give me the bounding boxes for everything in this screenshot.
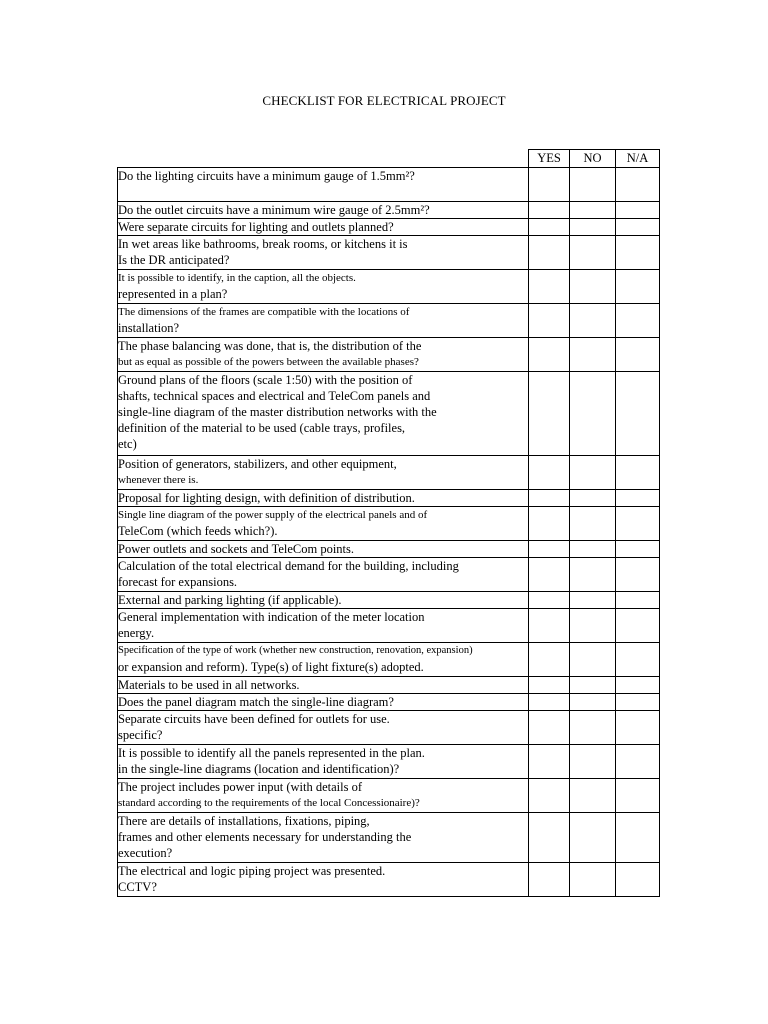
yes-checkbox-cell[interactable]: [529, 219, 570, 236]
table-row: [118, 456, 660, 490]
question-cell: [118, 677, 529, 694]
na-checkbox-cell[interactable]: [616, 711, 660, 745]
question-text: or expansion and reform). Type(s) of light fixture(s) adopted.: [118, 660, 424, 674]
no-checkbox-cell[interactable]: [570, 694, 616, 711]
na-checkbox-cell[interactable]: [616, 490, 660, 507]
question-text: frames and other elements necessary for understanding the: [118, 830, 412, 844]
yes-column-header: YES: [529, 150, 570, 168]
question-text: Specification of the type of work (whether new construction, renovation, expansion): [118, 645, 473, 656]
na-checkbox-cell[interactable]: [616, 643, 660, 677]
na-checkbox-cell[interactable]: [616, 270, 660, 304]
question-text: TeleCom (which feeds which?).: [118, 524, 278, 538]
na-checkbox-cell[interactable]: [616, 372, 660, 456]
question-text: Is the DR anticipated?: [118, 253, 230, 267]
question-text: It is possible to identify, in the caption, all the objects.: [118, 272, 356, 284]
no-checkbox-cell[interactable]: [570, 338, 616, 372]
yes-checkbox-cell[interactable]: [529, 304, 570, 338]
yes-checkbox-cell[interactable]: [529, 270, 570, 304]
question-cell: [118, 372, 529, 456]
yes-checkbox-cell[interactable]: [529, 779, 570, 813]
na-column-header: N/A: [616, 150, 660, 168]
na-checkbox-cell[interactable]: [616, 236, 660, 270]
table-row: [118, 490, 660, 507]
table-row: [118, 558, 660, 592]
na-checkbox-cell[interactable]: [616, 609, 660, 643]
question-text: Materials to be used in all networks.: [118, 678, 300, 692]
question-cell: [118, 813, 529, 863]
question-cell: [118, 745, 529, 779]
na-checkbox-cell[interactable]: [616, 456, 660, 490]
na-checkbox-cell[interactable]: [616, 168, 660, 202]
no-checkbox-cell[interactable]: [570, 456, 616, 490]
no-checkbox-cell[interactable]: [570, 541, 616, 558]
question-text: The electrical and logic piping project was presented.: [118, 864, 386, 878]
table-row: [118, 609, 660, 643]
question-text: Position of generators, stabilizers, and other equipment,: [118, 457, 397, 471]
no-checkbox-cell[interactable]: [570, 304, 616, 338]
table-row: [118, 779, 660, 813]
table-row: [118, 236, 660, 270]
table-row: [118, 863, 660, 897]
question-text: External and parking lighting (if applicable).: [118, 593, 342, 607]
yes-checkbox-cell[interactable]: [529, 677, 570, 694]
question-text: specific?: [118, 728, 163, 742]
yes-checkbox-cell[interactable]: [529, 592, 570, 609]
no-checkbox-cell[interactable]: [570, 609, 616, 643]
question-cell: [118, 456, 529, 490]
table-row: [118, 677, 660, 694]
question-cell: [118, 236, 529, 270]
na-checkbox-cell[interactable]: [616, 863, 660, 897]
table-row: [118, 541, 660, 558]
no-checkbox-cell[interactable]: [570, 711, 616, 745]
question-text: single-line diagram of the master distribution networks with the: [118, 405, 437, 419]
question-text: Calculation of the total electrical demand for the building, including: [118, 559, 459, 573]
table-row: [118, 338, 660, 372]
yes-checkbox-cell[interactable]: [529, 372, 570, 456]
document-title: CHECKLIST FOR ELECTRICAL PROJECT: [262, 93, 506, 108]
table-row: [118, 592, 660, 609]
question-text: but as equal as possible of the powers between the available phases?: [118, 356, 419, 368]
no-checkbox-cell[interactable]: [570, 490, 616, 507]
question-cell: [118, 694, 529, 711]
yes-checkbox-cell[interactable]: [529, 490, 570, 507]
yes-checkbox-cell[interactable]: [529, 813, 570, 863]
yes-checkbox-cell[interactable]: [529, 338, 570, 372]
no-column-header: NO: [570, 150, 616, 168]
na-checkbox-cell[interactable]: [616, 677, 660, 694]
yes-checkbox-cell[interactable]: [529, 168, 570, 202]
question-cell: [118, 779, 529, 813]
question-text: It is possible to identify all the panels represented in the plan.: [118, 746, 425, 760]
yes-checkbox-cell[interactable]: [529, 694, 570, 711]
na-checkbox-cell[interactable]: [616, 202, 660, 219]
question-text: General implementation with indication of the meter location: [118, 610, 425, 624]
yes-checkbox-cell[interactable]: [529, 711, 570, 745]
no-checkbox-cell[interactable]: [570, 558, 616, 592]
no-checkbox-cell[interactable]: [570, 677, 616, 694]
no-checkbox-cell[interactable]: [570, 779, 616, 813]
na-checkbox-cell[interactable]: [616, 813, 660, 863]
table-row: [118, 813, 660, 863]
question-cell: [118, 863, 529, 897]
question-text: The phase balancing was done, that is, the distribution of the: [118, 339, 422, 353]
table-row: [118, 694, 660, 711]
no-checkbox-cell[interactable]: [570, 507, 616, 541]
question-cell: [118, 643, 529, 677]
question-text: There are details of installations, fixations, piping,: [118, 814, 370, 828]
table-row: [118, 643, 660, 677]
table-row: [118, 304, 660, 338]
question-text: Separate circuits have been defined for outlets for use.: [118, 712, 390, 726]
question-text: represented in a plan?: [118, 287, 228, 301]
yes-checkbox-cell[interactable]: [529, 541, 570, 558]
question-cell: [118, 490, 529, 507]
na-checkbox-cell[interactable]: [616, 338, 660, 372]
question-text: Proposal for lighting design, with definition of distribution.: [118, 491, 415, 505]
no-checkbox-cell[interactable]: [570, 219, 616, 236]
question-text: installation?: [118, 321, 180, 335]
no-checkbox-cell[interactable]: [570, 168, 616, 202]
question-text: standard according to the requirements of the local Concessionaire)?: [118, 797, 420, 809]
no-checkbox-cell[interactable]: [570, 643, 616, 677]
question-text: CCTV?: [118, 880, 157, 894]
yes-checkbox-cell[interactable]: [529, 558, 570, 592]
question-cell: [118, 168, 529, 202]
question-cell: [118, 541, 529, 558]
question-text: Were separate circuits for lighting and outlets planned?: [118, 220, 394, 234]
question-cell: [118, 558, 529, 592]
na-checkbox-cell[interactable]: [616, 304, 660, 338]
na-checkbox-cell[interactable]: [616, 507, 660, 541]
checklist-table: [117, 149, 660, 897]
question-cell: [118, 338, 529, 372]
header-row: [118, 150, 660, 168]
question-text: energy.: [118, 626, 155, 640]
question-text: whenever there is.: [118, 474, 199, 486]
question-text: definition of the material to be used (cable trays, profiles,: [118, 421, 406, 435]
na-checkbox-cell[interactable]: [616, 541, 660, 558]
question-cell: [118, 202, 529, 219]
table-row: [118, 372, 660, 456]
table-row: [118, 202, 660, 219]
no-checkbox-cell[interactable]: [570, 236, 616, 270]
question-text: etc): [118, 437, 137, 451]
question-text: in the single-line diagrams (location and identification)?: [118, 762, 400, 776]
question-cell: [118, 270, 529, 304]
question-text: In wet areas like bathrooms, break rooms, or kitchens it is: [118, 237, 408, 251]
na-checkbox-cell[interactable]: [616, 694, 660, 711]
table-row: [118, 270, 660, 304]
yes-checkbox-cell[interactable]: [529, 236, 570, 270]
question-text: shafts, technical spaces and electrical and TeleCom panels and: [118, 389, 431, 403]
na-checkbox-cell[interactable]: [616, 779, 660, 813]
table-row: [118, 745, 660, 779]
no-checkbox-cell[interactable]: [570, 270, 616, 304]
question-text: Do the outlet circuits have a minimum wire gauge of 2.5mm²?: [118, 203, 430, 217]
question-cell: [118, 711, 529, 745]
na-checkbox-cell[interactable]: [616, 219, 660, 236]
no-checkbox-cell[interactable]: [570, 202, 616, 219]
no-checkbox-cell[interactable]: [570, 813, 616, 863]
question-text: execution?: [118, 846, 173, 860]
yes-checkbox-cell[interactable]: [529, 643, 570, 677]
table-row: [118, 219, 660, 236]
question-cell: [118, 592, 529, 609]
question-cell: [118, 609, 529, 643]
question-text: Power outlets and sockets and TeleCom points.: [118, 542, 355, 556]
question-text: The dimensions of the frames are compatible with the locations of: [118, 306, 410, 318]
question-cell: [118, 507, 529, 541]
question-text: Does the panel diagram match the single-line diagram?: [118, 695, 394, 709]
question-cell: [118, 304, 529, 338]
table-row: [118, 507, 660, 541]
no-checkbox-cell[interactable]: [570, 745, 616, 779]
question-text: forecast for expansions.: [118, 575, 238, 589]
question-text: Do the lighting circuits have a minimum gauge of 1.5mm²?: [118, 169, 415, 183]
yes-checkbox-cell[interactable]: [529, 745, 570, 779]
yes-checkbox-cell[interactable]: [529, 609, 570, 643]
na-checkbox-cell[interactable]: [616, 558, 660, 592]
yes-checkbox-cell[interactable]: [529, 456, 570, 490]
no-checkbox-cell[interactable]: [570, 592, 616, 609]
no-checkbox-cell[interactable]: [570, 372, 616, 456]
header-spacer: [118, 150, 529, 168]
yes-checkbox-cell[interactable]: [529, 507, 570, 541]
na-checkbox-cell[interactable]: [616, 745, 660, 779]
table-row: [118, 168, 660, 202]
yes-checkbox-cell[interactable]: [529, 863, 570, 897]
question-cell: [118, 219, 529, 236]
yes-checkbox-cell[interactable]: [529, 202, 570, 219]
no-checkbox-cell[interactable]: [570, 863, 616, 897]
table-row: [118, 711, 660, 745]
question-text: The project includes power input (with details of: [118, 780, 363, 794]
question-text: Single line diagram of the power supply of the electrical panels and of: [118, 509, 428, 521]
na-checkbox-cell[interactable]: [616, 592, 660, 609]
question-text: Ground plans of the floors (scale 1:50) with the position of: [118, 373, 413, 387]
